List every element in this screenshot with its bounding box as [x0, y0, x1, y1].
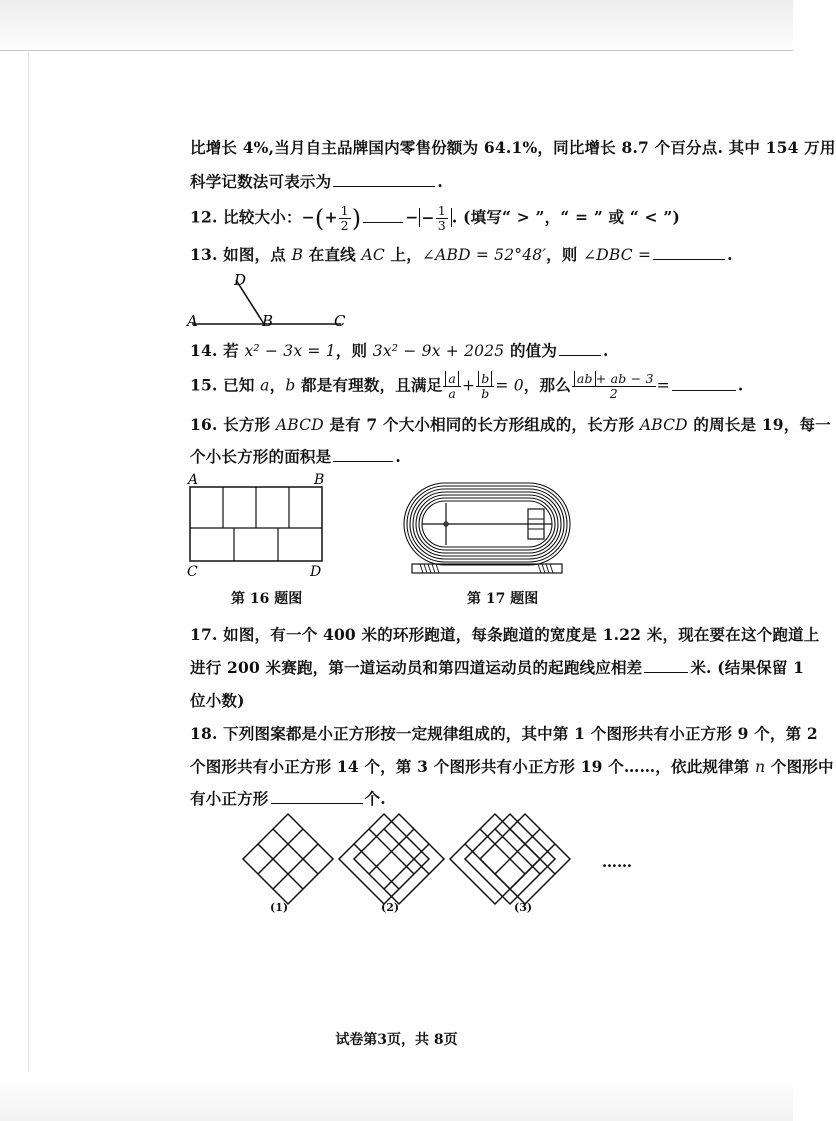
question-14: 14. 若 x² − 3x = 1，则 3x² − 9x + 2025 的值为 .: [190, 341, 609, 360]
scan-edge-left: [28, 52, 29, 1072]
q12-answer-blank[interactable]: [363, 222, 403, 223]
scan-edge-line: [0, 50, 793, 51]
q15-answer-blank[interactable]: [672, 390, 736, 391]
q13-answer-blank[interactable]: [653, 259, 725, 260]
page-footer: 试卷第3页，共 8页: [335, 1032, 458, 1048]
q11-answer-line: 科学记数法可表示为 .: [190, 172, 443, 191]
q17-caption: 第 17 题图: [467, 591, 539, 607]
question-17-line-1: 17. 如图，有一个 400 米的环形跑道，每条跑道的宽度是 1.22 米，现在要在这个跑道上: [190, 625, 820, 644]
question-17-line-2: 进行 200 米赛跑，第一道运动员和第四道运动员的起跑线应相差 米. (结果保留 1: [190, 658, 805, 677]
pattern-2-label: (2): [381, 901, 400, 914]
q18-pattern-figures: [236, 808, 656, 908]
pattern-3: [450, 814, 570, 904]
q11-continuation-line: 比增长 4%,当月自主品牌国内零售份额为 64.1%，同比增长 8.7 个百分点. 其中 154 万用: [190, 138, 836, 157]
point-d-label: D: [234, 271, 247, 289]
corner-b-label: B: [314, 472, 325, 488]
q11-answer-blank[interactable]: [333, 186, 435, 187]
pattern-3-label: (3): [514, 901, 533, 914]
q16-rectangle-figure: [184, 472, 332, 580]
q12-absolute-value: − $\frac{1}{3}$: [419, 208, 452, 227]
q17-running-track-figure: [398, 480, 578, 576]
corner-d-label: D: [310, 564, 322, 580]
scan-border-bottom: [0, 1075, 793, 1121]
q18-answer-blank[interactable]: [271, 803, 363, 804]
q16-caption: 第 16 题图: [231, 591, 303, 607]
pattern-1: [243, 814, 333, 904]
q16-answer-blank[interactable]: [333, 461, 393, 462]
question-18-line-1: 18. 下列图案都是小正方形按一定规律组成的，其中第 1 个图形共有小正方形 9 个，第 2: [190, 724, 818, 743]
question-18-line-2: 个图形共有小正方形 14 个，第 3 个图形共有小正方形 19 个……，依此规律第 n 个图形中: [190, 757, 834, 776]
corner-c-label: C: [187, 564, 198, 580]
pattern-ellipsis: ……: [602, 853, 632, 871]
q15-fraction-a: $\frac{a}{a}$: [443, 372, 461, 401]
question-13: 13. 如图，点 B 在直线 AC 上，∠ABD = 52°48′，则 ∠DBC = .: [190, 245, 733, 264]
question-12: 12. 比较大小：−(+ $\frac{1}{2}$ ) − − $\frac{1}{3}$ . (填写“ > ”，“ = ” 或 “ < ”): [190, 203, 680, 233]
q12-fraction-1: $\frac{1}{2}$: [340, 203, 349, 233]
question-16-line-2: 个小长方形的面积是 .: [190, 447, 401, 466]
question-18-line-3: 有小正方形 个.: [190, 789, 386, 808]
q15-fraction-b: $\frac{b}{b}$: [476, 372, 494, 401]
q15-fraction-expr: $\frac{ab + ab - 3}{2}$: [572, 372, 656, 401]
q14-answer-blank[interactable]: [559, 355, 601, 356]
question-16-line-1: 16. 长方形 ABCD 是有 7 个大小相同的长方形组成的，长方形 ABCD 的周长是 19，每一: [190, 415, 831, 434]
question-17-line-3: 位小数): [190, 691, 245, 710]
corner-a-label: A: [188, 472, 199, 488]
point-a-label: A: [187, 312, 198, 330]
question-15: 15. 已知 a，b 都是有理数，且满足 $\frac{a}{a}$ + $\frac{b}{b}$ = 0，那么 $\frac{ab + ab - 3}{2}$ = .: [190, 371, 744, 401]
pattern-2: [339, 814, 444, 904]
q13-angle-figure: [186, 270, 356, 332]
pattern-1-label: (1): [270, 901, 289, 914]
q17-answer-blank[interactable]: [644, 672, 688, 673]
scan-border-top: [0, 0, 793, 54]
point-b-label: B: [262, 312, 274, 330]
point-c-label: C: [334, 312, 346, 330]
